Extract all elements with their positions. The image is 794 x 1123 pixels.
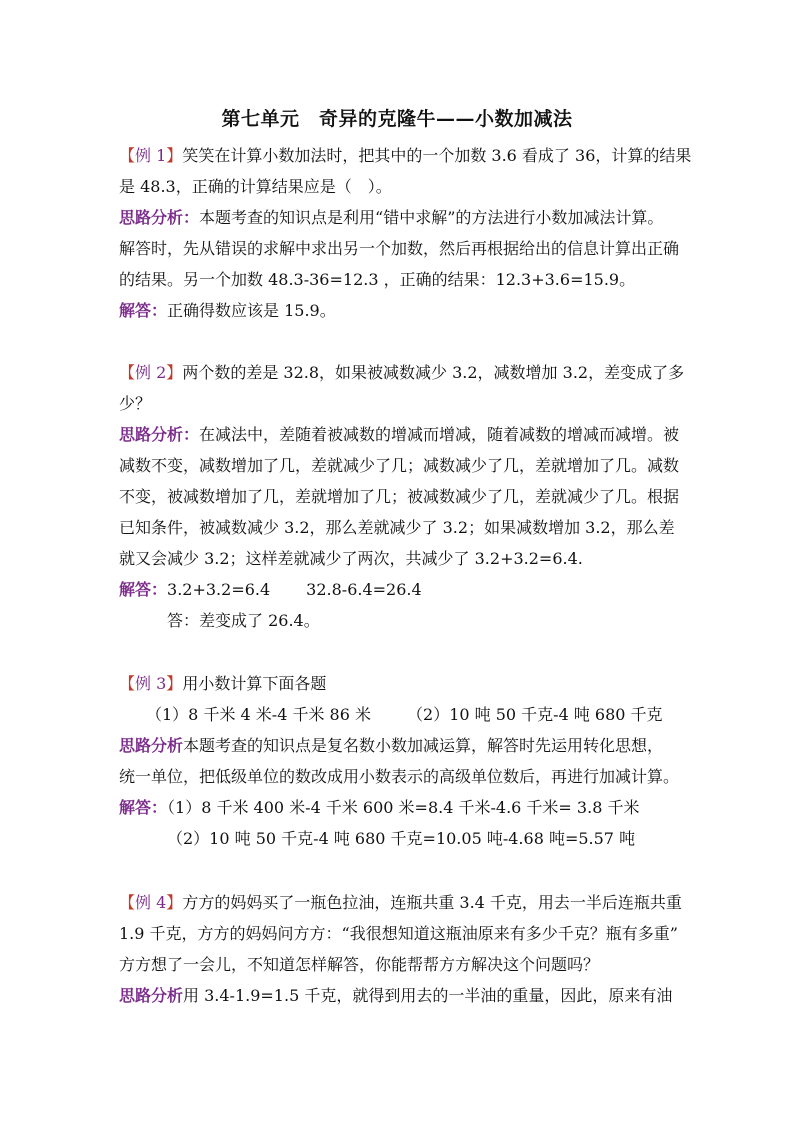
ex4-close-bracket: 】 — [166, 893, 183, 912]
ex4-question-line-3: 方方想了一会儿，不知道怎样解答，你能帮帮方方解决这个问题吗？ — [119, 955, 600, 974]
ex1-analysis-label: 思路分析： — [119, 208, 200, 227]
ex4-analysis-text: 用 3.4-1.9=1.5 千克，就得到用去的一半油的重量，因此，原来有油 — [183, 986, 673, 1005]
ex3-subquestion-1: （1）8 千米 4 米-4 千米 86 米 — [146, 705, 372, 724]
page-title: 第七单元 奇异的克隆牛——小数加减法 — [221, 108, 573, 130]
ex1-open-bracket: 【 — [119, 146, 136, 165]
ex1-answer-line — [119, 300, 336, 322]
ex3-analysis-label: 思路分析 — [119, 736, 184, 755]
ex3-question-line — [119, 673, 326, 695]
ex4-tag: 例 4 — [135, 893, 167, 912]
ex4-question-text: 方方的妈妈买了一瓶色拉油，连瓶共重 3.4 千克，用去一半后连瓶共重 — [182, 893, 682, 912]
ex3-subquestion-2: （2）10 吨 50 千克-4 吨 680 千克 — [407, 705, 663, 724]
ex2-question-line — [119, 362, 684, 384]
ex4-question-line — [119, 892, 682, 914]
ex2-close-bracket: 】 — [166, 363, 183, 382]
ex1-answer-text: 正确得数应该是 15.9。 — [167, 301, 336, 320]
ex3-answer-line — [119, 797, 639, 819]
ex3-answer-label: 解答： — [119, 798, 168, 817]
ex3-answer-1: （1）8 千米 400 米-4 千米 600 米=8.4 千米-4.6 千米= 3.8 千米 — [167, 798, 640, 817]
ex2-analysis-line-4: 已知条件，被减数减少 3.2，那么差就减少了 3.2；如果减数增加 3.2，那么差 — [119, 518, 675, 537]
ex3-analysis-text: 本题考查的知识点是复名数小数加减运算，解答时先运用转化思想， — [183, 736, 664, 755]
ex2-analysis-line — [119, 424, 679, 446]
ex1-close-bracket: 】 — [166, 146, 183, 165]
ex4-analysis-label: 思路分析 — [119, 986, 184, 1005]
ex1-analysis-line-3: 的结果。另一个加数 48.3-36=12.3 ，正确的结果：12.3+3.6=15.9。 — [119, 270, 636, 289]
ex2-answer-label: 解答： — [119, 580, 168, 599]
ex1-answer-label: 解答： — [119, 301, 168, 320]
ex2-analysis-line-2: 减数不变，减数增加了几，差就减少了几；减数减少了几，差就增加了几。减数 — [119, 456, 680, 475]
ex3-answer-2: （2）10 吨 50 千克-4 吨 680 千克=10.05 吨-4.68 吨=5.57 吨 — [167, 829, 636, 848]
ex3-subquestion-line — [146, 704, 663, 726]
ex3-close-bracket: 】 — [166, 674, 183, 693]
ex2-open-bracket: 【 — [119, 363, 136, 382]
ex3-tag: 例 3 — [135, 674, 167, 693]
ex2-analysis-text: 在减法中，差随着被减数的增减而增减，随着减数的增减而减增。被 — [199, 425, 680, 444]
ex3-open-bracket: 【 — [119, 674, 136, 693]
ex2-answer-line — [119, 579, 422, 601]
ex2-answer-final: 答：差变成了 26.4。 — [167, 611, 320, 630]
ex1-question-line — [119, 145, 691, 167]
ex2-analysis-line-5: 就又会减少 3.2；这样差就减少了两次，共减少了 3.2+3.2=6.4. — [119, 549, 583, 568]
ex2-question-text: 两个数的差是 32.8，如果被减数减少 3.2，减数增加 3.2，差变成了多 — [182, 363, 685, 382]
ex2-answer-calc-1: 3.2+3.2=6.4 — [167, 580, 271, 599]
ex1-question-text: 笑笑在计算小数加法时，把其中的一个加数 3.6 看成了 36，计算的结果 — [182, 146, 692, 165]
ex2-question-line-2: 少？ — [119, 394, 152, 413]
ex1-analysis-text: 本题考查的知识点是利用“错中求解”的方法进行小数加减法计算。 — [199, 208, 664, 227]
ex1-analysis-line-2: 解答时，先从错误的求解中求出另一个加数，然后再根据给出的信息计算出正确 — [119, 239, 680, 258]
ex4-open-bracket: 【 — [119, 893, 136, 912]
ex2-analysis-label: 思路分析： — [119, 425, 200, 444]
ex1-question-line-2: 是 48.3，正确的计算结果应是（ ）。 — [119, 177, 392, 196]
ex3-question-text: 用小数计算下面各题 — [182, 674, 327, 693]
ex4-question-line-2: 1.9 千克，方方的妈妈问方方：“我很想知道这瓶油原来有多少千克？瓶有多重” — [119, 924, 678, 943]
ex2-analysis-line-3: 不变，被减数增加了几，差就增加了几；被减数减少了几，差就减少了几。根据 — [119, 487, 680, 506]
ex1-tag: 例 1 — [135, 146, 167, 165]
ex4-analysis-line — [119, 985, 672, 1007]
ex1-analysis-line — [119, 207, 663, 229]
ex3-analysis-line-2: 统一单位，把低级单位的数改成用小数表示的高级单位数后，再进行加减计算。 — [119, 767, 680, 786]
ex3-analysis-line — [119, 735, 663, 757]
ex2-tag: 例 2 — [135, 363, 167, 382]
ex2-answer-calc-2: 32.8-6.4=26.4 — [306, 580, 422, 599]
